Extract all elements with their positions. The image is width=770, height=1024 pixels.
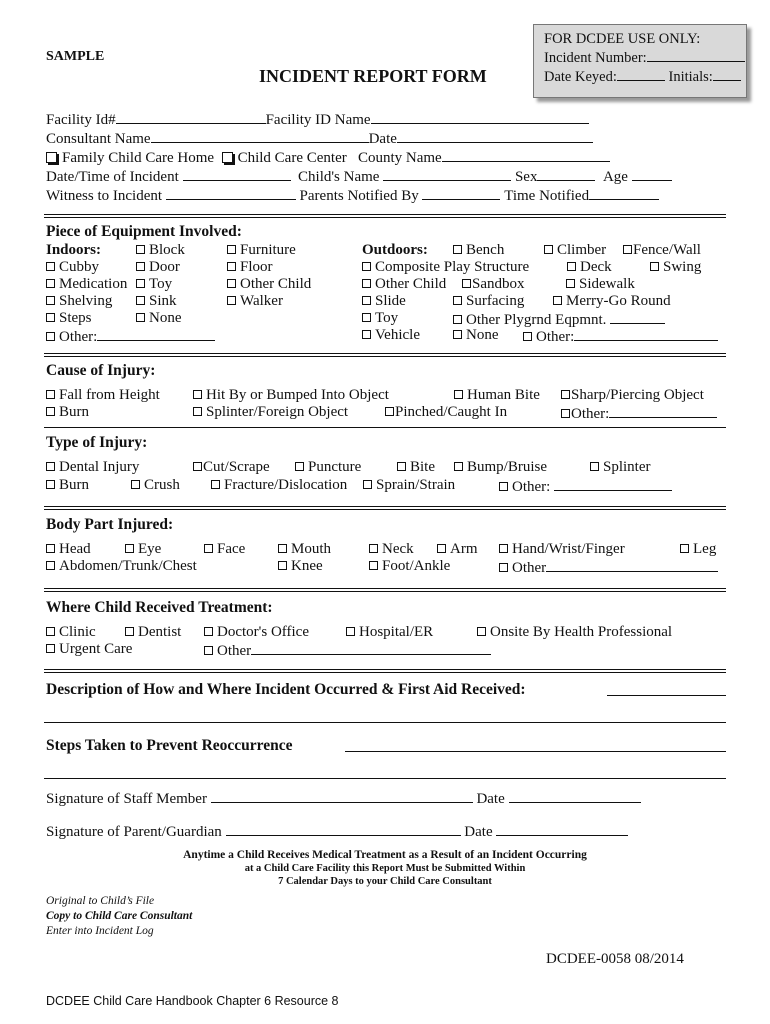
cause-pinched[interactable] (385, 404, 507, 421)
witness-label: Witness to Incident (46, 188, 163, 204)
type-bump-checkbox[interactable] (454, 462, 463, 471)
section-divider (44, 588, 726, 592)
outdoor-bench-checkbox[interactable] (453, 245, 462, 254)
body-hand-checkbox[interactable] (499, 544, 508, 553)
facility-id-row (46, 110, 589, 129)
treatment-urgent-checkbox[interactable] (46, 644, 55, 653)
outdoor-other-label: Other: (536, 329, 575, 345)
child-care-center-checkbox[interactable] (222, 152, 233, 163)
indoor-sink-checkbox[interactable] (136, 296, 145, 305)
indoor-block-label: Block (149, 242, 185, 258)
outdoor-bench[interactable] (453, 242, 504, 259)
sex-label: Sex (514, 169, 538, 185)
indoor-door-checkbox[interactable] (136, 262, 145, 271)
cause-fall-label: Fall from Height (59, 387, 160, 403)
outdoor-vehicle[interactable] (362, 327, 420, 344)
witness-row (46, 186, 659, 205)
cause-other-label: Other: (571, 406, 610, 422)
parent-signature-label: Signature of Parent/Guardian (46, 824, 222, 840)
outdoor-other-plygrnd-field[interactable] (610, 310, 665, 324)
type-sprain-checkbox[interactable] (363, 480, 372, 489)
sex-field[interactable] (537, 167, 595, 181)
distribution-original: Original to Child’s File (46, 895, 155, 907)
indoor-none-checkbox[interactable] (136, 313, 145, 322)
treatment-clinic-checkbox[interactable] (46, 627, 55, 636)
description-label (46, 681, 526, 699)
type-puncture[interactable] (295, 459, 361, 476)
type-crush-checkbox[interactable] (131, 480, 140, 489)
type-crush-label: Crush (144, 477, 180, 493)
indoor-steps-checkbox[interactable] (46, 313, 55, 322)
treatment-other[interactable] (204, 641, 491, 660)
consultant-name-field[interactable] (151, 129, 369, 143)
form-number: DCDEE-0058 08/2014 (546, 951, 684, 967)
type-splinter-label: Splinter (603, 459, 651, 475)
outdoor-climber[interactable] (544, 242, 606, 259)
type-sprain-label: Sprain/Strain (376, 477, 456, 493)
submission-notice (0, 849, 770, 888)
cause-other-field[interactable] (609, 404, 717, 418)
section-divider (44, 506, 726, 510)
date-keyed-field[interactable] (617, 67, 665, 81)
body-leg[interactable] (680, 541, 716, 558)
type-sprain[interactable] (363, 477, 455, 494)
type-other-checkbox[interactable] (499, 482, 508, 491)
outdoor-sidewalk-checkbox[interactable] (566, 279, 575, 288)
type-bump[interactable] (454, 459, 547, 476)
type-cut-label: Cut/Scrape (203, 459, 270, 475)
cause-human-bite-label: Human Bite (467, 387, 540, 403)
indoor-other[interactable] (46, 327, 215, 346)
body-mouth-label: Mouth (291, 541, 332, 557)
type-heading: Type of Injury: (46, 434, 148, 451)
notice-line-3: 7 Calendar Days to your Child Care Consultant (278, 876, 492, 887)
indoor-cubby-label: Cubby (59, 259, 100, 275)
incident-number-field[interactable] (647, 48, 745, 62)
form-title: INCIDENT REPORT FORM (259, 66, 487, 86)
parents-notified-field[interactable] (422, 186, 500, 200)
body-neck-label: Neck (382, 541, 414, 557)
notice-line-1: Anytime a Child Receives Medical Treatment as a Result of an Incident Occurring (183, 849, 587, 861)
outdoor-other-plygrnd-checkbox[interactable] (453, 315, 462, 324)
staff-date-field[interactable] (509, 789, 641, 803)
type-burn[interactable] (46, 477, 89, 494)
body-head[interactable] (46, 541, 91, 558)
indoor-furniture[interactable] (227, 242, 296, 259)
indoors-label: Indoors: (46, 242, 102, 258)
outdoor-other-child-label: Other Child (375, 276, 447, 292)
outdoor-composite-label: Composite Play Structure (375, 259, 530, 275)
treatment-dentist[interactable] (125, 624, 181, 641)
outdoor-sandbox[interactable] (462, 276, 525, 293)
parent-date-label: Date (464, 824, 493, 840)
indoor-floor-checkbox[interactable] (227, 262, 236, 271)
indoor-none-label: None (149, 310, 182, 326)
incident-row (46, 167, 672, 186)
type-fracture-checkbox[interactable] (211, 480, 220, 489)
outdoor-surfacing-checkbox[interactable] (453, 296, 462, 305)
body-neck-checkbox[interactable] (369, 544, 378, 553)
initials-label: Initials: (668, 69, 713, 85)
body-foot[interactable] (369, 558, 450, 575)
treatment-doctor[interactable] (204, 624, 309, 641)
indoor-none[interactable] (136, 310, 182, 327)
treatment-onsite-checkbox[interactable] (477, 627, 486, 636)
type-splinter-checkbox[interactable] (590, 462, 599, 471)
type-fracture[interactable] (211, 477, 347, 494)
cause-burn[interactable] (46, 404, 89, 421)
date-time-incident-field[interactable] (183, 167, 291, 181)
description-text: Description of How and Where Incident Occurred & First Aid Received: (46, 681, 526, 698)
treatment-heading: Where Child Received Treatment: (46, 599, 273, 616)
body-other-label: Other (512, 560, 547, 576)
outdoor-vehicle-checkbox[interactable] (362, 330, 371, 339)
treatment-urgent-label: Urgent Care (59, 641, 133, 657)
body-knee[interactable] (278, 558, 323, 575)
staff-signature-field[interactable] (211, 789, 473, 803)
section-divider (44, 214, 726, 218)
treatment-dentist-label: Dentist (138, 624, 182, 640)
page-footer: DCDEE Child Care Handbook Chapter 6 Resource 8 (46, 994, 339, 1008)
outdoor-toy[interactable] (362, 310, 398, 327)
time-notified-label: Time Notified (504, 188, 590, 204)
outdoor-surfacing[interactable] (453, 293, 524, 310)
indoor-walker-checkbox[interactable] (227, 296, 236, 305)
facility-id-label: Facility Id# (46, 112, 116, 128)
parent-date-field[interactable] (496, 822, 628, 836)
outdoor-sidewalk-label: Sidewalk (579, 276, 635, 292)
facility-type-row (46, 148, 610, 167)
body-abdomen-label: Abdomen/Trunk/Chest (59, 558, 197, 574)
body-face-label: Face (217, 541, 246, 557)
body-knee-label: Knee (291, 558, 323, 574)
body-hand-label: Hand/Wrist/Finger (512, 541, 625, 557)
distribution-list (46, 894, 192, 939)
indoor-cubby-checkbox[interactable] (46, 262, 55, 271)
sample-label: SAMPLE (46, 49, 105, 64)
type-burn-label: Burn (59, 477, 89, 493)
distribution-enter: Enter into Incident Log (46, 925, 154, 937)
outdoor-swing[interactable] (650, 259, 701, 276)
indoor-door[interactable] (136, 259, 180, 276)
indoor-block-checkbox[interactable] (136, 245, 145, 254)
outdoor-other-plygrnd-label: Other Plygrnd Eqpmnt. (466, 312, 607, 328)
treatment-hospital-checkbox[interactable] (346, 627, 355, 636)
cause-fall-checkbox[interactable] (46, 390, 55, 399)
facility-id-name-field[interactable] (371, 110, 589, 124)
treatment-other-field[interactable] (251, 641, 491, 655)
cause-other[interactable] (561, 404, 717, 423)
treatment-urgent[interactable] (46, 641, 132, 658)
body-arm[interactable] (437, 541, 478, 558)
type-other-field[interactable] (554, 477, 672, 491)
indoor-shelving-checkbox[interactable] (46, 296, 55, 305)
distribution-copy: Copy to Child Care Consultant (46, 910, 193, 922)
outdoor-bench-label: Bench (466, 242, 505, 258)
body-abdomen[interactable] (46, 558, 197, 575)
consultant-date-label: Date (368, 131, 397, 147)
indoor-other-checkbox[interactable] (46, 332, 55, 341)
outdoor-other[interactable] (523, 327, 718, 346)
outdoor-deck-checkbox[interactable] (567, 262, 576, 271)
type-dental-label: Dental Injury (59, 459, 140, 475)
indoor-other-field[interactable] (97, 327, 215, 341)
indoor-floor-label: Floor (240, 259, 273, 275)
cause-hit-label: Hit By or Bumped Into Object (206, 387, 389, 403)
staff-signature-row (46, 789, 641, 808)
type-puncture-checkbox[interactable] (295, 462, 304, 471)
type-cut[interactable] (193, 459, 270, 476)
body-mouth[interactable] (278, 541, 331, 558)
indoor-cubby[interactable] (46, 259, 99, 276)
age-label: Age (602, 169, 628, 185)
description-line-2[interactable] (44, 722, 726, 723)
outdoor-deck-label: Deck (580, 259, 612, 275)
outdoor-merry-go-round[interactable] (553, 293, 671, 310)
staff-date-label: Date (476, 791, 505, 807)
outdoor-slide-label: Slide (375, 293, 406, 309)
body-leg-label: Leg (693, 541, 717, 557)
treatment-hospital[interactable] (346, 624, 433, 641)
child-care-center-label: Child Care Center (237, 150, 347, 166)
type-puncture-label: Puncture (308, 459, 362, 475)
type-dental-checkbox[interactable] (46, 462, 55, 471)
indoor-toy[interactable] (136, 276, 172, 293)
outdoor-slide-checkbox[interactable] (362, 296, 371, 305)
outdoor-composite-checkbox[interactable] (362, 262, 371, 271)
body-eye[interactable] (125, 541, 161, 558)
outdoor-sandbox-label: Sandbox (472, 276, 525, 292)
indoor-shelving-label: Shelving (59, 293, 113, 309)
cause-sharp-checkbox[interactable] (561, 390, 570, 399)
dcdee-use-only-box (533, 24, 747, 98)
indoor-medication-checkbox[interactable] (46, 279, 55, 288)
body-eye-label: Eye (138, 541, 162, 557)
outdoor-none-checkbox[interactable] (453, 330, 462, 339)
outdoor-toy-checkbox[interactable] (362, 313, 371, 322)
treatment-onsite-label: Onsite By Health Professional (490, 624, 673, 640)
cause-splinter-label: Splinter/Foreign Object (206, 404, 349, 420)
body-foot-checkbox[interactable] (369, 561, 378, 570)
body-mouth-checkbox[interactable] (278, 544, 287, 553)
parent-signature-row (46, 822, 628, 841)
incident-number-label: Incident Number: (544, 50, 647, 66)
indoor-steps[interactable] (46, 310, 92, 327)
indoor-toy-label: Toy (149, 276, 173, 292)
indoor-floor[interactable] (227, 259, 273, 276)
indoor-medication[interactable] (46, 276, 127, 293)
indoor-walker-label: Walker (240, 293, 283, 309)
indoor-other-child-checkbox[interactable] (227, 279, 236, 288)
body-leg-checkbox[interactable] (680, 544, 689, 553)
outdoor-swing-label: Swing (663, 259, 702, 275)
body-abdomen-checkbox[interactable] (46, 561, 55, 570)
witness-field[interactable] (166, 186, 296, 200)
outdoor-other-child[interactable] (362, 276, 446, 293)
outdoor-none-label: None (466, 327, 499, 343)
cause-human-bite-checkbox[interactable] (454, 390, 463, 399)
type-dental[interactable] (46, 459, 139, 476)
facility-id-field[interactable] (116, 110, 266, 124)
body-neck[interactable] (369, 541, 414, 558)
type-cut-checkbox[interactable] (193, 462, 202, 471)
outdoor-slide[interactable] (362, 293, 406, 310)
staff-signature-label: Signature of Staff Member (46, 791, 207, 807)
outdoor-merry-go-round-label: Merry-Go Round (566, 293, 671, 309)
indoor-other-child[interactable] (227, 276, 311, 293)
type-burn-checkbox[interactable] (46, 480, 55, 489)
age-field[interactable] (632, 167, 672, 181)
outdoor-fence-wall[interactable] (623, 242, 701, 259)
outdoor-vehicle-label: Vehicle (375, 327, 420, 343)
cause-sharp[interactable] (561, 387, 704, 404)
cause-hit[interactable] (193, 387, 389, 404)
type-other-label: Other: (512, 479, 551, 495)
equipment-heading: Piece of Equipment Involved: (46, 223, 242, 240)
body-eye-checkbox[interactable] (125, 544, 134, 553)
outdoor-deck[interactable] (567, 259, 612, 276)
date-keyed-label: Date Keyed: (544, 69, 617, 85)
cause-heading: Cause of Injury: (46, 362, 156, 379)
body-other-checkbox[interactable] (499, 563, 508, 572)
parent-signature-field[interactable] (226, 822, 461, 836)
body-arm-checkbox[interactable] (437, 544, 446, 553)
outdoor-composite[interactable] (362, 259, 529, 276)
outdoor-climber-checkbox[interactable] (544, 245, 553, 254)
outdoor-toy-label: Toy (375, 310, 399, 326)
treatment-other-label: Other (217, 643, 252, 659)
cause-fall[interactable] (46, 387, 160, 404)
indoor-toy-checkbox[interactable] (136, 279, 145, 288)
outdoor-none[interactable] (453, 327, 499, 344)
body-foot-label: Foot/Ankle (382, 558, 451, 574)
time-notified-field[interactable] (589, 186, 659, 200)
treatment-other-checkbox[interactable] (204, 646, 213, 655)
notice-line-2: at a Child Care Facility this Report Must be Submitted Within (244, 863, 526, 874)
outdoor-sidewalk[interactable] (566, 276, 635, 293)
body-face[interactable] (204, 541, 245, 558)
facility-id-name-label: Facility ID Name (265, 112, 371, 128)
outdoor-sandbox-checkbox[interactable] (462, 279, 471, 288)
body-heading: Body Part Injured: (46, 516, 174, 533)
section-divider (44, 353, 726, 357)
treatment-doctor-label: Doctor's Office (217, 624, 309, 640)
body-hand[interactable] (499, 541, 625, 558)
steps-field[interactable] (345, 738, 726, 752)
outdoor-fence-wall-checkbox[interactable] (623, 245, 632, 254)
type-splinter[interactable] (590, 459, 651, 476)
consultant-date-field[interactable] (397, 129, 593, 143)
treatment-onsite[interactable] (477, 624, 672, 641)
date-time-incident-label: Date/Time of Incident (46, 169, 179, 185)
treatment-doctor-checkbox[interactable] (204, 627, 213, 636)
family-child-care-home-checkbox[interactable] (46, 152, 57, 163)
section-divider (44, 427, 726, 428)
outdoor-other-field[interactable] (574, 327, 718, 341)
outdoor-surfacing-label: Surfacing (466, 293, 525, 309)
outdoor-swing-checkbox[interactable] (650, 262, 659, 271)
county-name-label: County Name (357, 150, 442, 166)
type-other[interactable] (499, 477, 672, 496)
cause-sharp-label: Sharp/Piercing Object (571, 387, 704, 403)
outdoors-label: Outdoors: (362, 242, 428, 258)
outdoor-climber-label: Climber (557, 242, 607, 258)
body-other[interactable] (499, 558, 718, 577)
treatment-clinic[interactable] (46, 624, 96, 641)
cause-burn-label: Burn (59, 404, 89, 420)
cause-human-bite[interactable] (454, 387, 540, 404)
cause-other-checkbox[interactable] (561, 409, 570, 418)
body-head-checkbox[interactable] (46, 544, 55, 553)
childs-name-field[interactable] (383, 167, 511, 181)
steps-line-2[interactable] (44, 778, 726, 779)
indoor-steps-label: Steps (59, 310, 92, 326)
indoor-sink-label: Sink (149, 293, 177, 309)
type-bite-label: Bite (410, 459, 435, 475)
indoor-sink[interactable] (136, 293, 177, 310)
indoor-shelving[interactable] (46, 293, 112, 310)
outdoor-merry-go-round-checkbox[interactable] (553, 296, 562, 305)
outdoor-other-child-checkbox[interactable] (362, 279, 371, 288)
indoor-furniture-checkbox[interactable] (227, 245, 236, 254)
cause-splinter[interactable] (193, 404, 348, 421)
outdoor-fence-wall-label: Fence/Wall (633, 242, 701, 258)
consultant-name-label: Consultant Name (46, 131, 151, 147)
body-face-checkbox[interactable] (204, 544, 213, 553)
treatment-clinic-label: Clinic (59, 624, 96, 640)
county-name-field[interactable] (442, 148, 610, 162)
type-bump-label: Bump/Bruise (467, 459, 548, 475)
cause-pinched-checkbox[interactable] (385, 407, 394, 416)
treatment-dentist-checkbox[interactable] (125, 627, 134, 636)
dcdee-box-title: FOR DCDEE USE ONLY: (544, 31, 701, 47)
consultant-row (46, 129, 593, 148)
indoor-furniture-label: Furniture (240, 242, 296, 258)
description-field[interactable] (607, 682, 726, 696)
family-child-care-home-label: Family Child Care Home (62, 150, 215, 166)
initials-field[interactable] (713, 67, 741, 81)
outdoor-other-checkbox[interactable] (523, 332, 532, 341)
indoor-walker[interactable] (227, 293, 283, 310)
cause-hit-checkbox[interactable] (193, 390, 202, 399)
steps-label: Steps Taken to Prevent Reoccurrence (46, 737, 293, 754)
type-bite[interactable] (397, 459, 435, 476)
indoor-block[interactable] (136, 242, 185, 259)
indoor-other-label: Other: (59, 329, 98, 345)
indoor-door-label: Door (149, 259, 180, 275)
cause-burn-checkbox[interactable] (46, 407, 55, 416)
body-knee-checkbox[interactable] (278, 561, 287, 570)
childs-name-label: Child's Name (298, 169, 380, 185)
indoor-other-child-label: Other Child (240, 276, 312, 292)
treatment-hospital-label: Hospital/ER (359, 624, 434, 640)
type-fracture-label: Fracture/Dislocation (224, 477, 348, 493)
body-arm-label: Arm (450, 541, 478, 557)
body-other-field[interactable] (546, 558, 718, 572)
type-crush[interactable] (131, 477, 180, 494)
parents-notified-label: Parents Notified By (299, 188, 419, 204)
type-bite-checkbox[interactable] (397, 462, 406, 471)
cause-splinter-checkbox[interactable] (193, 407, 202, 416)
section-divider (44, 669, 726, 673)
body-head-label: Head (59, 541, 91, 557)
cause-pinched-label: Pinched/Caught In (395, 404, 508, 420)
indoor-medication-label: Medication (59, 276, 128, 292)
